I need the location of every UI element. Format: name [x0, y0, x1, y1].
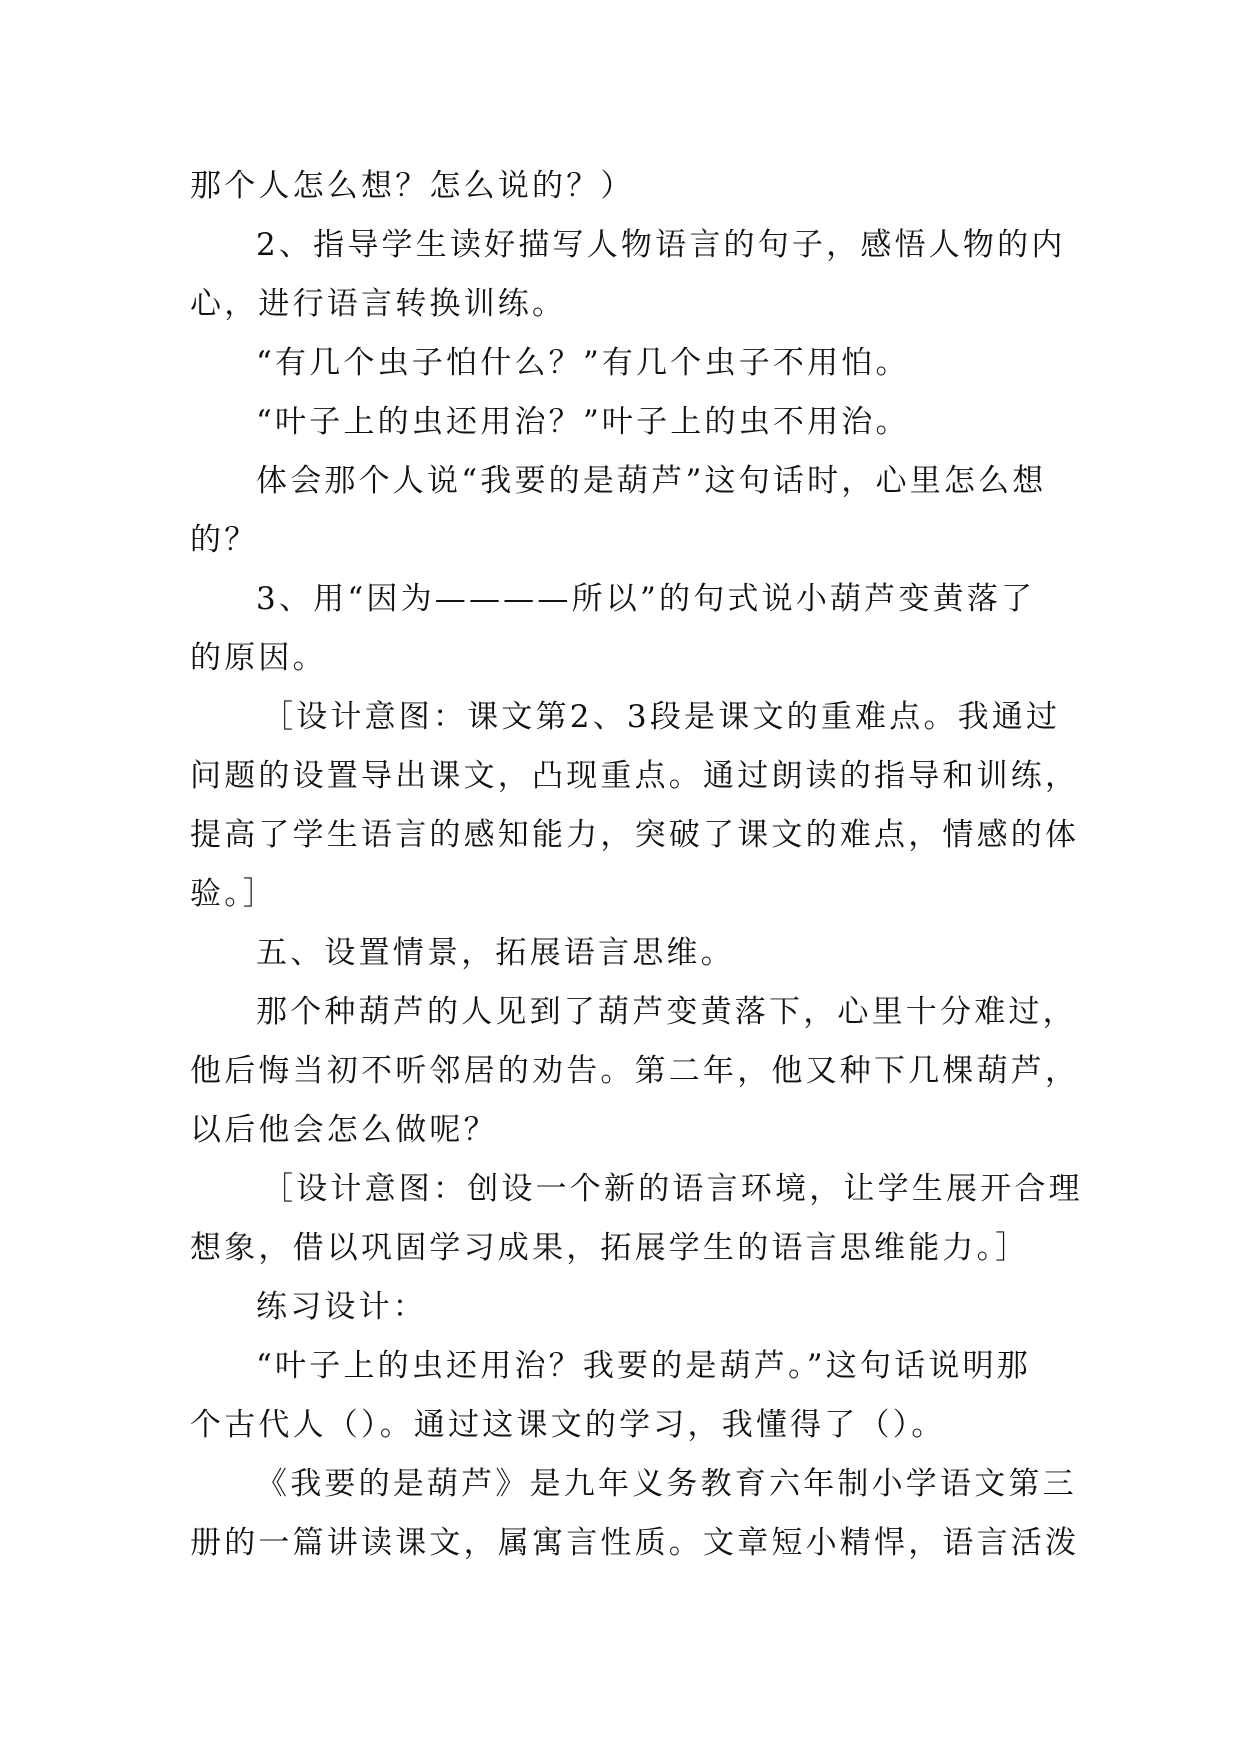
text-line: 五、设置情景，拓展语言思维。 [256, 935, 735, 971]
text-line: 2、指导学生读好描写人物语言的句子，感悟人物的内 [256, 227, 1066, 263]
text-line: 体会那个人说“我要的是葫芦”这句话时，心里怎么想 [256, 463, 1047, 499]
text-line: 册的一篇讲读课文，属寓言性质。文章短小精悍，语言活泼 [190, 1525, 1080, 1561]
text-line: 《我要的是葫芦》是九年义务教育六年制小学语文第三 [256, 1466, 1077, 1502]
text-line: 问题的设置导出课文，凸现重点。通过朗读的指导和训练， [190, 758, 1080, 794]
text-line: 那个人怎么想？怎么说的？） [190, 168, 635, 204]
text-line: 心，进行语言转换训练。 [190, 286, 567, 322]
text-line: “叶子上的虫还用治？我要的是葫芦。”这句话说明那 [256, 1348, 1031, 1384]
text-line: 以后他会怎么做呢？ [190, 1112, 498, 1148]
text-line: ［设计意图：课文第2、3段是课文的重难点。我通过 [262, 699, 1061, 735]
text-line: 的原因。 [190, 640, 327, 676]
text-line: 3、用“因为————所以”的句式说小葫芦变黄落了 [256, 581, 1036, 617]
text-line: 提高了学生语言的感知能力，突破了课文的难点，情感的体 [190, 817, 1080, 853]
text-line: “有几个虫子怕什么？”有几个虫子不用怕。 [256, 345, 910, 381]
text-line: 验。］ [190, 876, 278, 912]
text-line: 他后悔当初不听邻居的劝告。第二年，他又种下几棵葫芦， [190, 1053, 1080, 1089]
text-line: 那个种葫芦的人见到了葫芦变黄落下，心里十分难过， [256, 994, 1077, 1030]
text-line: ［设计意图：创设一个新的语言环境，让学生展开合理 [262, 1171, 1083, 1207]
text-line: 个古代人（）。通过这课文的学习，我懂得了（）。 [190, 1407, 946, 1443]
text-line: 的？ [190, 522, 259, 558]
text-line: “叶子上的虫还用治？”叶子上的虫不用治。 [256, 404, 910, 440]
text-line: 练习设计： [256, 1289, 427, 1325]
text-line: 想象，借以巩固学习成果，拓展学生的语言思维能力。］ [190, 1230, 1030, 1266]
